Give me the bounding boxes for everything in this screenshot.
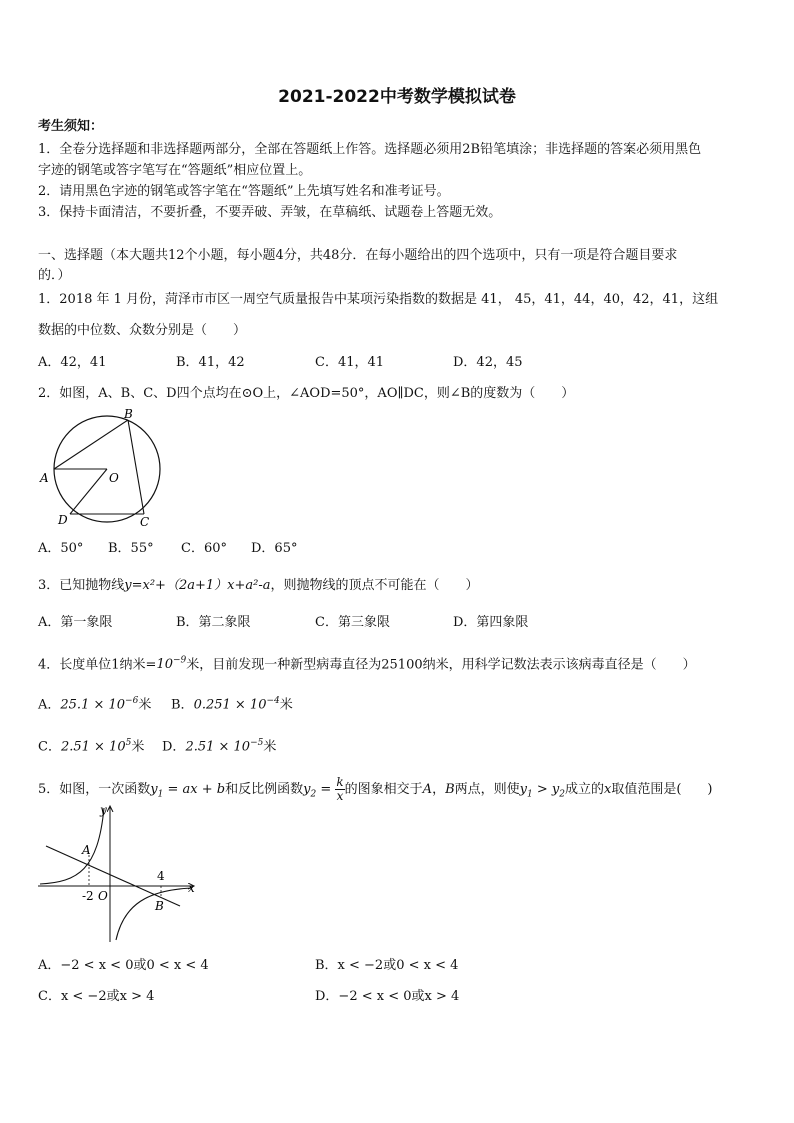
q3-option-a: A．第一象限 (38, 615, 113, 630)
notice-item-3: 3．保持卡面清洁，不要折叠，不要弄破、弄皱，在草稿纸、试题卷上答题无效。 (38, 205, 502, 220)
q4-option-b-label: B． (171, 697, 194, 713)
q5-stem-e: 成立的 (565, 782, 605, 797)
q4-nano-value: $10^{-9}$ (156, 656, 187, 673)
hyperbola-upper-branch (40, 808, 104, 884)
label-b: B (155, 899, 164, 913)
segment-bc (128, 420, 144, 514)
label-y: y (100, 803, 107, 817)
label-x: x (188, 881, 195, 895)
q5-option-a: A．−2 < x < 0或0 < x < 4 (38, 958, 209, 973)
q3-option-b: B．第二象限 (176, 615, 251, 630)
notice-item-1a: 1．全卷分选择题和非选择题两部分，全部在答题纸上作答。选择题必须用2B铅笔填涂；非选择题的答案必须用黑色 (38, 142, 702, 157)
q4-stem (38, 653, 696, 673)
q1-option-c: C．41，41 (315, 355, 385, 370)
q4-option-b-exp: −4 (266, 696, 280, 706)
q5-fraction: $\frac{k}{x}$ (336, 775, 344, 803)
q4-option-a-unit: 米 (138, 697, 152, 713)
q2-option-b: B．55° (108, 541, 154, 556)
q5-var-x: x (604, 782, 612, 797)
q4-option-d-label: D． (162, 739, 186, 755)
q4-stem-a: 4．长度单位1纳米= (38, 657, 157, 673)
q4-stem-b: 米，目前发现一种新型病毒直径为25100纳米，用科学记数法表示该病毒直径是（ ） (186, 657, 696, 673)
q5-option-d: D．−2 < x < 0或x > 4 (315, 989, 460, 1004)
q5-stem-b: 和反比例函数 (225, 782, 304, 797)
notice-item-2: 2．请用黑色字迹的钢笔或答字笔在“答题纸”上先填写姓名和准考证号。 (38, 184, 450, 199)
q2-option-d: D．65° (251, 541, 298, 556)
label-d: D (58, 513, 68, 527)
q1-option-a: A．42，41 (38, 355, 107, 370)
q5-point-b: B (445, 782, 455, 797)
label-neg2: -2 (82, 889, 94, 903)
q4-option-a-label: A． (38, 697, 61, 713)
q2-stem: 2．如图，A、B、C、D四个点均在⊙O上，∠AOD=50°，AO∥DC，则∠B的度数为（ ） (38, 386, 575, 401)
q5-stem: 5．如图，一次函数$y_1$ = ax + b和反比例函数$y_2$ = $\frac{k}{x}$ 的图象相交于A，B两点，则使$y_1 > y_2$成立的x取值范围是( ) (38, 775, 713, 803)
q4-option-d-value: 2.51 × 10 (185, 739, 251, 755)
q4-option-d (162, 735, 276, 755)
label-o: O (98, 889, 108, 903)
q2-circle-figure (36, 406, 168, 532)
q5-option-c: C．x < −2或x > 4 (38, 989, 155, 1004)
q3-stem (38, 578, 478, 594)
q1-stem-2: 数据的中位数、众数分别是（ ） (38, 323, 247, 338)
q4-option-a-value: 25.1 × 10 (60, 697, 126, 713)
q3-stem-prefix: 3．已知抛物线 (38, 578, 125, 593)
label-o: O (109, 471, 119, 485)
label-a: A (40, 471, 49, 485)
q3-stem-suffix: ，则抛物线的顶点不可能在（ ） (270, 578, 479, 593)
q5-inverse-function: $y_2$ = (303, 782, 336, 800)
label-a: A (82, 843, 91, 857)
segment-od (70, 469, 107, 514)
q1-option-b: B．41，42 (176, 355, 245, 370)
q4-option-a-exp: −6 (125, 696, 139, 706)
q5-stem-a: 5．如图，一次函数 (38, 782, 151, 797)
q3-option-d: D．第四象限 (453, 615, 529, 630)
q4-option-b-unit: 米 (279, 697, 293, 713)
q4-option-c-label: C． (38, 739, 61, 755)
q4-option-b-value: 0.251 × 10 (193, 697, 267, 713)
section-heading-2: 的．） (38, 268, 71, 283)
q5-stem-f: 取值范围是( ) (611, 782, 713, 797)
notice-heading: 考生须知： (38, 119, 104, 134)
q4-option-d-unit: 米 (263, 739, 277, 755)
q4-option-d-exp: −5 (250, 738, 264, 748)
label-c: C (140, 515, 150, 529)
segment-ab (54, 420, 128, 469)
q4-option-c-exp: 5 (125, 738, 132, 748)
q5-linear-function: $y_1$ = ax + b (150, 782, 226, 800)
q1-option-d: D．42，45 (453, 355, 523, 370)
q5-function-graph (38, 800, 200, 944)
q2-option-a: A．50° (38, 541, 84, 556)
q4-option-c (38, 735, 144, 755)
q5-option-b: B．x < −2或0 < x < 4 (315, 958, 459, 973)
q3-option-c: C．第三象限 (315, 615, 390, 630)
label-b: B (124, 407, 133, 421)
q5-inequality: $y_1 > y_2$ (519, 782, 565, 800)
label-4: 4 (157, 869, 165, 883)
q4-option-c-unit: 米 (131, 739, 145, 755)
section-heading-1: 一、选择题（本大题共12个小题，每小题4分，共48分．在每小题给出的四个选项中，只有一项是符合题目要求 (38, 248, 678, 263)
notice-item-1b: 字迹的钢笔或答字笔写在“答题纸”相应位置上。 (38, 163, 312, 178)
q4-option-c-value: 2.51 × 10 (60, 739, 126, 755)
q4-option-b (171, 693, 293, 713)
hyperbola-lower-branch (116, 888, 192, 940)
q2-option-c: C．60° (181, 541, 227, 556)
q4-option-a (38, 693, 151, 713)
q5-stem-d: 两点，则使 (454, 782, 520, 797)
q5-stem-c: 的图象相交于 (344, 782, 423, 797)
q3-equation: y=x²+（2a+1）x+a²-a (124, 578, 271, 593)
q1-stem-1: 1．2018 年 1 月份，菏泽市市区一周空气质量报告中某项污染指数的数据是 41， 45，41，44，40，42，41，这组 (38, 292, 719, 307)
q5-point-a: A (422, 782, 433, 797)
page-title: 2021-2022中考数学模拟试卷 (278, 87, 516, 107)
